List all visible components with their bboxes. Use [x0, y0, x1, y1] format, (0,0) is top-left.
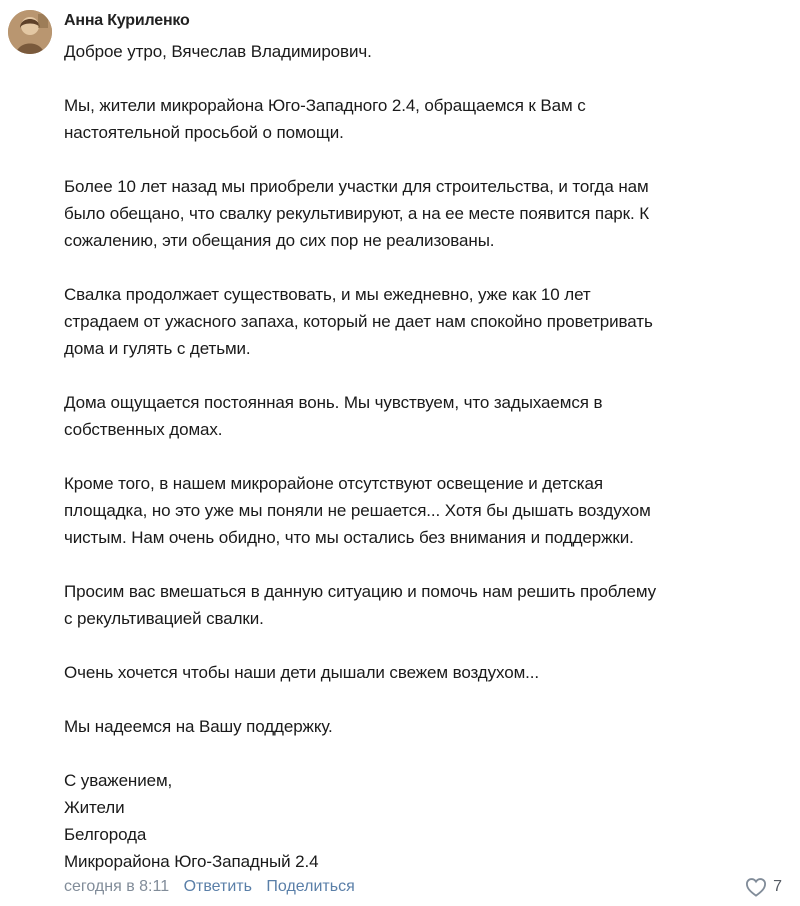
text-line: настоятельной просьбой о помощи.: [64, 123, 344, 142]
paragraph-5: [64, 470, 786, 551]
text-line: с рекультивацией свалки.: [64, 609, 264, 628]
text-line: Кроме того, в нашем микрорайоне отсутствуют освещение и детская: [64, 474, 603, 493]
text-line: чистым. Нам очень обидно, что мы остались без внимания и поддержки.: [64, 528, 634, 547]
avatar[interactable]: [8, 10, 52, 54]
text-line: Дома ощущается постоянная вонь. Мы чувствуем, что задыхаемся в: [64, 393, 603, 412]
paragraph-1: [64, 92, 786, 146]
paragraph-6: [64, 578, 786, 632]
text-line: Мы, жители микрорайона Юго-Западного 2.4, обращаемся к Вам с: [64, 96, 586, 115]
like-button[interactable]: [745, 874, 782, 900]
signature-line: Белгорода: [64, 825, 147, 844]
paragraph-2: [64, 173, 786, 254]
greeting: [64, 38, 786, 65]
text-line: собственных домах.: [64, 420, 223, 439]
paragraph-7: [64, 659, 786, 686]
comment-footer: [64, 874, 786, 900]
like-count: 7: [773, 878, 782, 895]
greeting-line: Доброе утро, Вячеслав Владимирович.: [64, 42, 372, 61]
author-name[interactable]: Анна Куриленко: [64, 12, 190, 29]
paragraph-4: [64, 389, 786, 443]
text-line: Более 10 лет назад мы приобрели участки для строительства, и тогда нам: [64, 177, 649, 196]
share-button[interactable]: Поделиться: [266, 878, 355, 895]
text-line: Мы надеемся на Вашу поддержку.: [64, 717, 333, 736]
comment-body: [64, 38, 786, 875]
signature-line: С уважением,: [64, 771, 173, 790]
text-line: Очень хочется чтобы наши дети дышали свежем воздухом...: [64, 663, 540, 682]
signature-line: Микрорайона Юго-Западный 2.4: [64, 852, 319, 871]
text-line: было обещано, что свалку рекультивируют, а на ее месте появится парк. К: [64, 204, 650, 223]
heart-icon: [745, 877, 767, 897]
text-line: сожалению, эти обещания до сих пор не реализованы.: [64, 231, 495, 250]
text-line: страдаем от ужасного запаха, который не дает нам спокойно проветривать: [64, 312, 653, 331]
paragraph-8: [64, 713, 786, 740]
paragraph-3: [64, 281, 786, 362]
text-line: Просим вас вмешаться в данную ситуацию и помочь нам решить проблему: [64, 582, 657, 601]
text-line: площадка, но это уже мы поняли не решается... Хотя бы дышать воздухом: [64, 501, 651, 520]
text-line: Свалка продолжает существовать, и мы ежедневно, уже как 10 лет: [64, 285, 591, 304]
signature: [64, 767, 786, 875]
signature-line: Жители: [64, 798, 125, 817]
avatar-image: [8, 10, 52, 54]
timestamp[interactable]: сегодня в 8:11: [64, 878, 170, 895]
text-line: дома и гулять с детьми.: [64, 339, 251, 358]
reply-button[interactable]: Ответить: [183, 878, 252, 895]
